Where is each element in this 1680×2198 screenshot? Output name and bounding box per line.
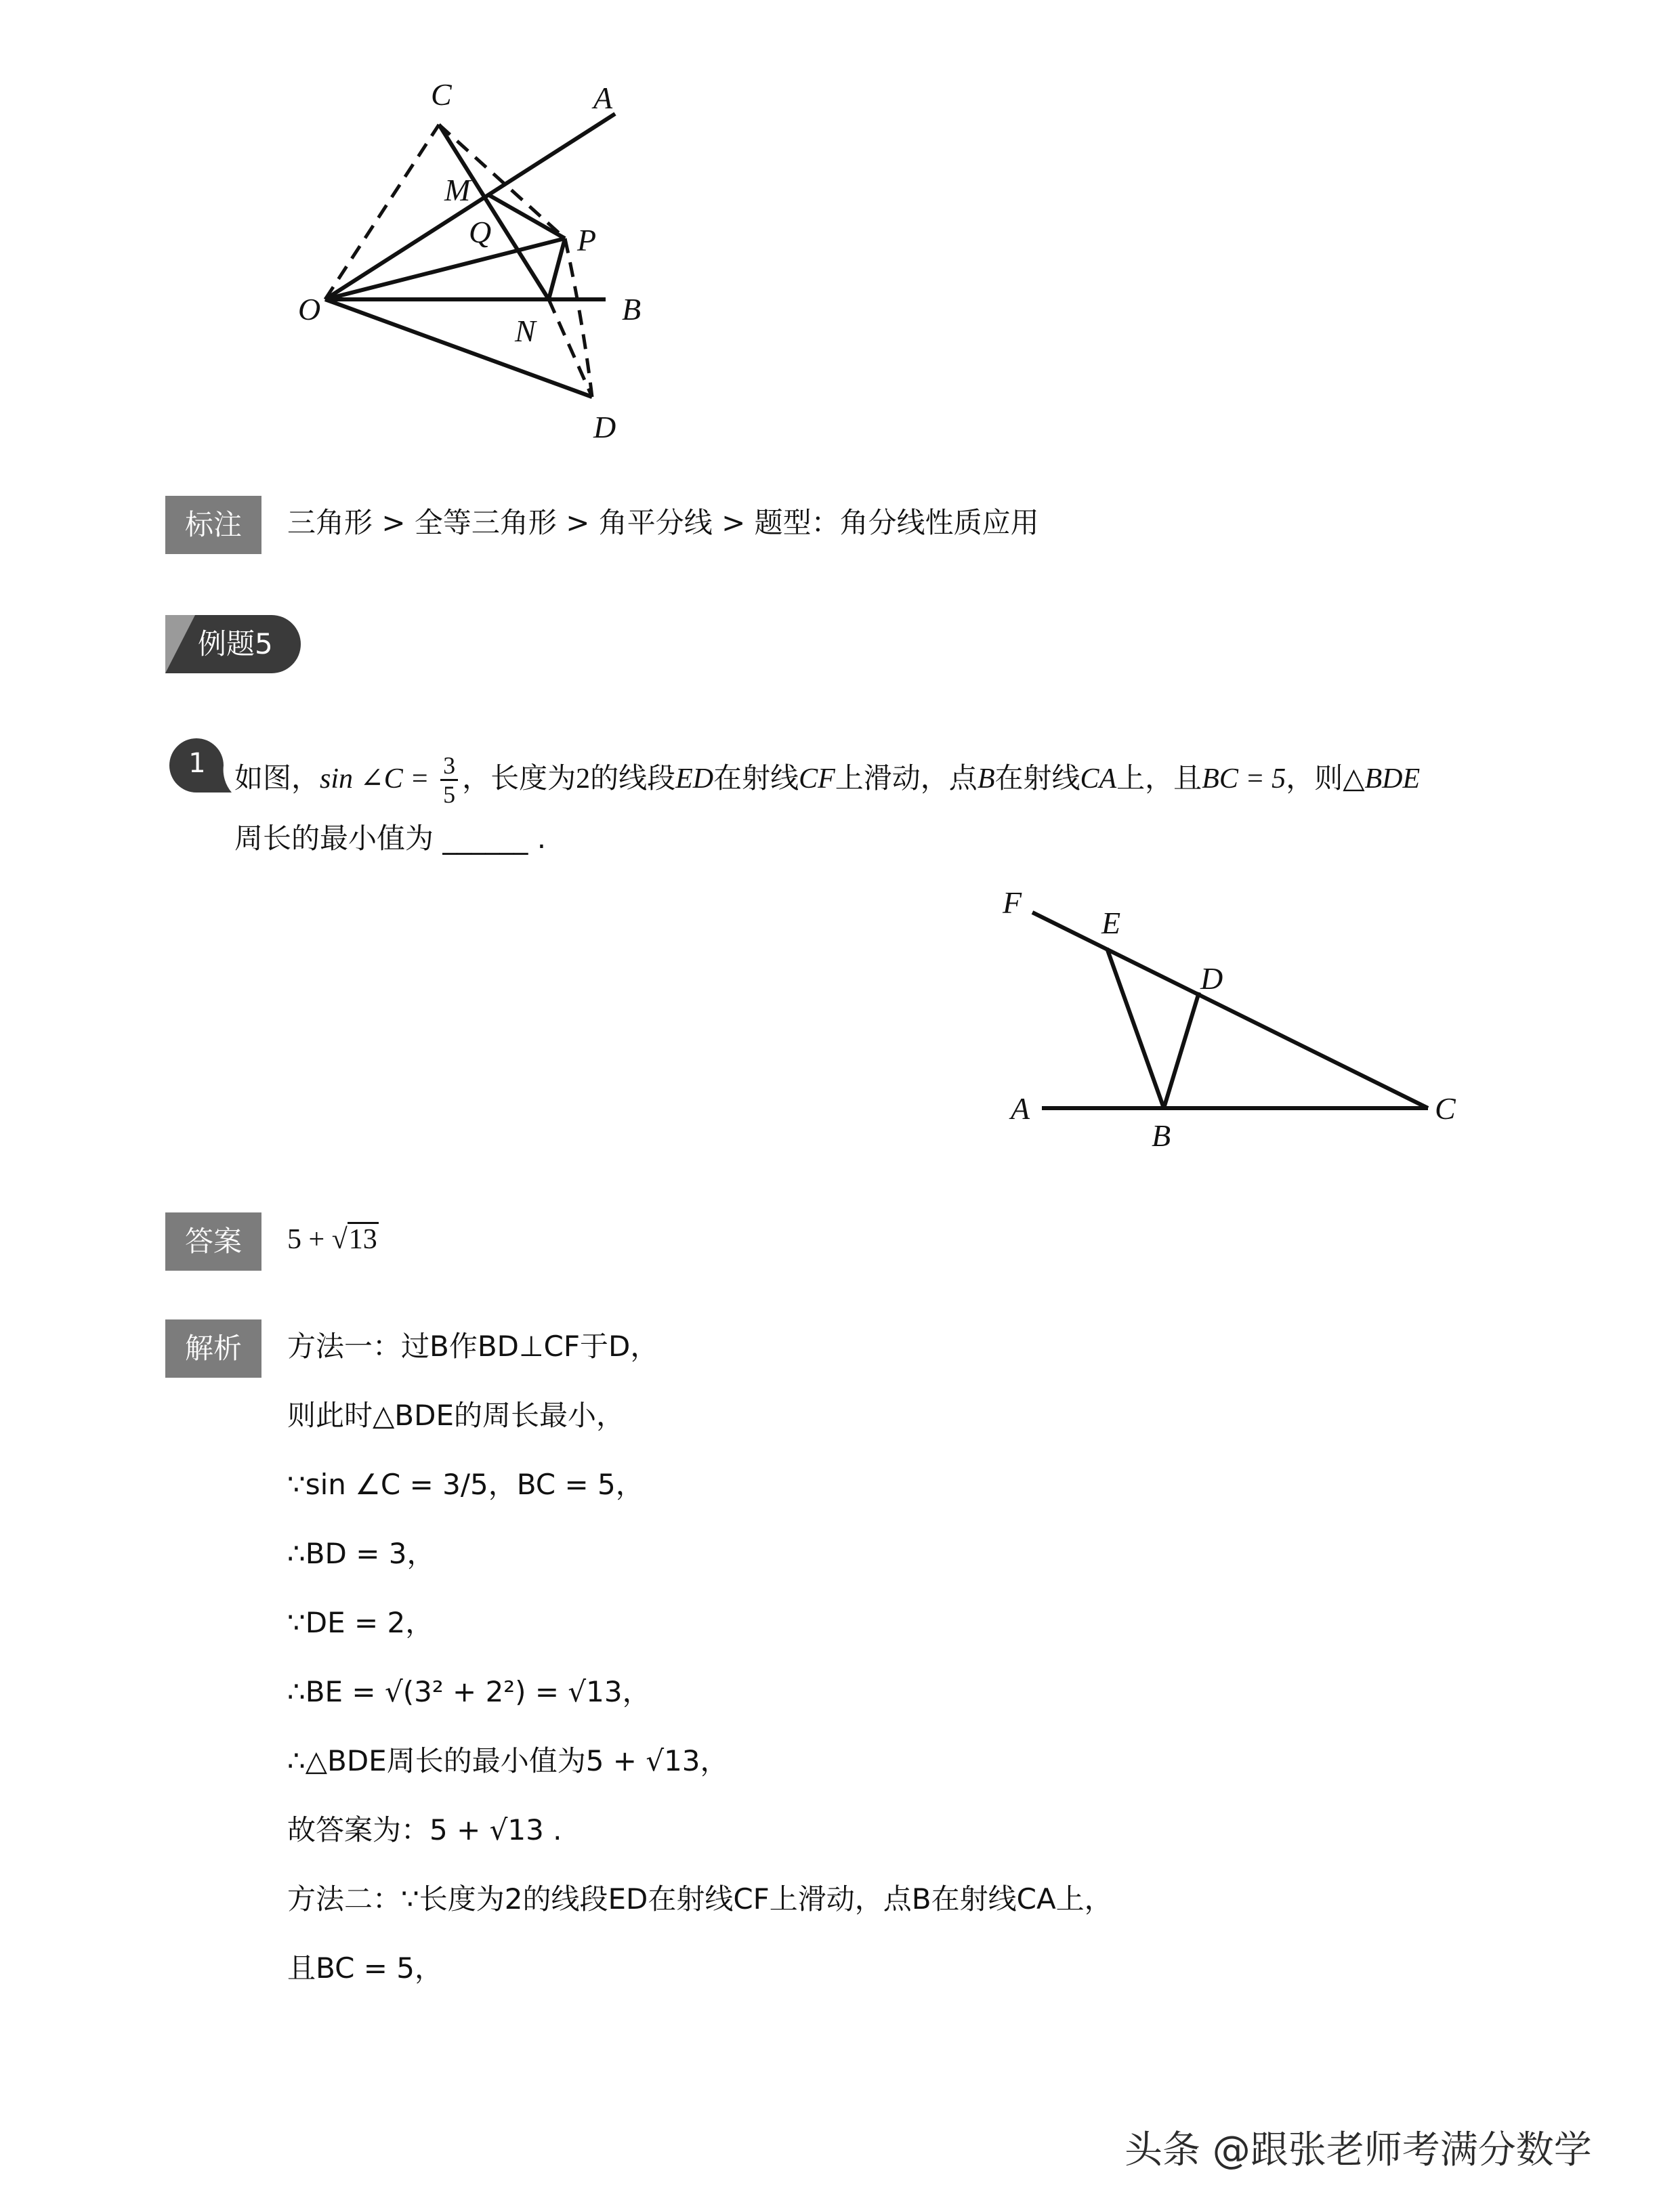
analysis-line-3: ∵sin ∠C = 3/5，BC = 5， <box>287 1468 644 1501</box>
q-sin: sin ∠C = <box>320 763 437 795</box>
segment-CN <box>439 125 549 299</box>
dashed-arc-PD <box>565 238 592 397</box>
label-C: C <box>1435 1091 1456 1126</box>
q-text-7: 上，且 <box>1116 761 1202 795</box>
label-E: E <box>1101 906 1121 940</box>
answer-sqrt: √13 <box>332 1222 379 1255</box>
label-B: B <box>1152 1118 1171 1153</box>
q-text-2: ，长度为 <box>462 761 576 795</box>
analysis-line-9: 方法二：∵长度为2的线段ED在射线CF上滑动，点B在射线CA上， <box>287 1882 1113 1916</box>
q-BC5: BC = 5 <box>1202 763 1286 795</box>
label-A: A <box>593 81 613 115</box>
label-C: C <box>431 77 452 112</box>
q-text-1: 如图， <box>234 761 320 795</box>
segment-BD <box>1164 992 1199 1108</box>
q-fraction: $\frac{3}{5}$ <box>440 752 458 808</box>
answer-value <box>287 1219 379 1260</box>
q-CA: CA <box>1080 763 1117 795</box>
label-P: P <box>577 223 597 257</box>
question-number: 1 <box>188 748 206 779</box>
note-tag: 标注 <box>165 496 261 554</box>
label-B: B <box>622 292 642 326</box>
segment-OD <box>325 299 592 397</box>
q-two: 2 <box>576 763 591 795</box>
analysis-line-5: ∵DE = 2， <box>287 1606 434 1639</box>
label-D: D <box>1200 961 1223 996</box>
answer-prefix: 5 + <box>287 1224 332 1255</box>
q-text-3: 的线段 <box>590 761 676 795</box>
label-D: D <box>593 410 616 444</box>
question-line-1 <box>234 752 1420 808</box>
analysis-line-2: 则此时△BDE的周长最小， <box>287 1399 625 1432</box>
q-B: B <box>977 763 995 795</box>
analysis-line-7: ∴△BDE周长的最小值为5 + √13， <box>287 1744 729 1777</box>
label-O: O <box>298 292 321 326</box>
label-Q: Q <box>469 215 492 249</box>
watermark: 头条 @跟张老师考满分数学 <box>1125 2128 1592 2172</box>
segment-PN <box>549 238 565 299</box>
question-line-2: 周长的最小值为 ______ . <box>234 822 547 855</box>
example-label: 例题5 <box>198 627 273 660</box>
analysis-line-6: ∴BE = √(3² + 2²) = √13， <box>287 1675 651 1708</box>
analysis-line-8: 故答案为：5 + √13 . <box>287 1813 562 1846</box>
analysis-tag: 解析 <box>165 1319 261 1378</box>
figure-angle-bisector <box>271 68 677 447</box>
analysis-line-1: 方法一：过B作BD⊥CF于D， <box>287 1330 659 1363</box>
segment-MP <box>488 194 565 238</box>
q-text-5: 上滑动，点 <box>835 761 978 795</box>
note-text: 三角形 > 全等三角形 > 角平分线 > 题型：角分线性质应用 <box>287 506 1039 539</box>
figure-triangle-bde <box>1003 881 1490 1165</box>
label-A: A <box>1011 1091 1030 1126</box>
analysis-line-10: 且BC = 5， <box>287 1951 444 1985</box>
ray-CF <box>1032 912 1428 1108</box>
q-text-4: 在射线 <box>713 761 799 795</box>
label-F: F <box>1003 885 1022 920</box>
label-M: M <box>444 173 471 207</box>
q-text-6: 在射线 <box>994 761 1080 795</box>
q-text-8: ，则△ <box>1286 761 1365 795</box>
q-ED: ED <box>675 763 714 795</box>
q-CF: CF <box>799 763 835 795</box>
label-N: N <box>515 314 536 348</box>
analysis-line-4: ∴BD = 3， <box>287 1537 436 1570</box>
q-BDE: BDE <box>1364 763 1421 795</box>
answer-tag: 答案 <box>165 1212 261 1271</box>
